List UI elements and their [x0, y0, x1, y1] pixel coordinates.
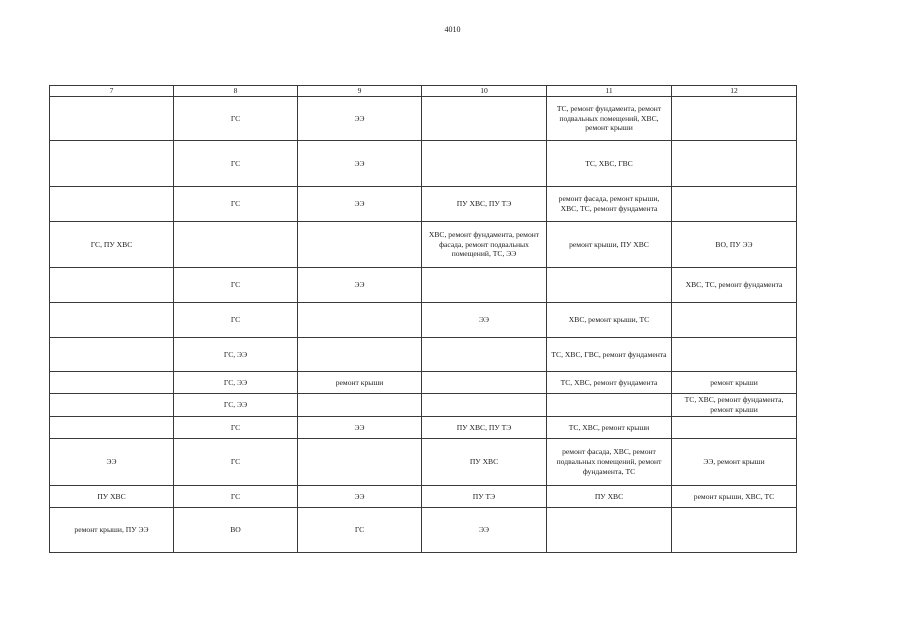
table-cell: [50, 338, 174, 372]
table-row: [50, 508, 797, 553]
table-cell: ТС, ХВС, ремонт фундамента: [547, 372, 672, 394]
table-cell: [50, 97, 174, 141]
table-cell: [50, 394, 174, 417]
table-row: [50, 303, 797, 338]
table-cell: ЭЭ: [298, 187, 422, 222]
table-row: [50, 417, 797, 439]
table-cell: [672, 417, 797, 439]
table-cell: ТС, ХВС, ремонт фундамента, ремонт крыши: [672, 394, 797, 417]
table-cell: ПУ ХВС: [50, 486, 174, 508]
table-cell: ГС: [174, 303, 298, 338]
table-row: [50, 187, 797, 222]
table-cell: ГС: [174, 439, 298, 486]
column-header: 7: [50, 86, 174, 97]
table-cell: ЭЭ: [298, 417, 422, 439]
table-cell: ГС, ЭЭ: [174, 372, 298, 394]
table-cell: ремонт крыши: [298, 372, 422, 394]
table-cell: [50, 141, 174, 187]
column-header: 10: [422, 86, 547, 97]
table-cell: [547, 394, 672, 417]
table-cell: [672, 303, 797, 338]
table-row: [50, 439, 797, 486]
table-cell: ЭЭ: [50, 439, 174, 486]
table-cell: ТС, ремонт фундамента, ремонт подвальных помещений, ХВС, ремонт крыши: [547, 97, 672, 141]
table-cell: ГС: [174, 141, 298, 187]
table-cell: [298, 338, 422, 372]
table-cell: ТС, ХВС, ГВС, ремонт фундамента: [547, 338, 672, 372]
table-cell: [422, 268, 547, 303]
table-cell: ТС, ХВС, ремонт крыши: [547, 417, 672, 439]
table-header-row: [50, 86, 797, 97]
table-cell: ЭЭ: [298, 97, 422, 141]
table-cell: ХВС, ремонт крыши, ТС: [547, 303, 672, 338]
table-row: [50, 141, 797, 187]
table-row: [50, 222, 797, 268]
table-cell: ВО, ПУ ЭЭ: [672, 222, 797, 268]
table-cell: [50, 187, 174, 222]
table-row: [50, 486, 797, 508]
table-cell: [298, 222, 422, 268]
table-cell: ГС: [174, 268, 298, 303]
table-cell: ремонт фасада, ХВС, ремонт подвальных помещений, ремонт фундамента, ТС: [547, 439, 672, 486]
column-header: 9: [298, 86, 422, 97]
table-cell: ремонт крыши: [672, 372, 797, 394]
table-cell: [672, 97, 797, 141]
table-cell: [174, 222, 298, 268]
table-cell: [422, 372, 547, 394]
table-cell: ГС, ЭЭ: [174, 394, 298, 417]
table-cell: ГС: [174, 97, 298, 141]
table-cell: ремонт крыши, ПУ ЭЭ: [50, 508, 174, 553]
table-row: [50, 338, 797, 372]
table-cell: [672, 187, 797, 222]
table-cell: ПУ ХВС: [422, 439, 547, 486]
table-cell: [422, 97, 547, 141]
table-row: [50, 268, 797, 303]
table-cell: ПУ ХВС, ПУ ТЭ: [422, 417, 547, 439]
column-header: 8: [174, 86, 298, 97]
table-cell: [298, 439, 422, 486]
table-cell: [50, 268, 174, 303]
table-row: [50, 372, 797, 394]
data-table: [49, 85, 797, 553]
table-cell: [547, 508, 672, 553]
table-cell: [422, 141, 547, 187]
column-header: 12: [672, 86, 797, 97]
table-cell: [298, 303, 422, 338]
table-cell: [50, 372, 174, 394]
table-cell: ЭЭ: [422, 508, 547, 553]
table-row: [50, 394, 797, 417]
table-cell: [298, 394, 422, 417]
table-cell: [547, 268, 672, 303]
table-cell: ПУ ХВС, ПУ ТЭ: [422, 187, 547, 222]
table-cell: ХВС, ТС, ремонт фундамента: [672, 268, 797, 303]
table-cell: ГС: [298, 508, 422, 553]
table-row: [50, 97, 797, 141]
table-cell: ГС, ЭЭ: [174, 338, 298, 372]
table-cell: ремонт крыши, ПУ ХВС: [547, 222, 672, 268]
table-cell: ВО: [174, 508, 298, 553]
table-cell: [50, 303, 174, 338]
table-cell: [422, 394, 547, 417]
table-cell: ремонт фасада, ремонт крыши, ХВС, ТС, ремонт фундамента: [547, 187, 672, 222]
table-cell: ЭЭ: [422, 303, 547, 338]
table-cell: ЭЭ: [298, 141, 422, 187]
table-cell: ЭЭ, ремонт крыши: [672, 439, 797, 486]
table-cell: ГС: [174, 187, 298, 222]
table-cell: ГС, ПУ ХВС: [50, 222, 174, 268]
table-cell: [50, 417, 174, 439]
table-cell: [672, 338, 797, 372]
table-cell: ЭЭ: [298, 268, 422, 303]
table-cell: ЭЭ: [298, 486, 422, 508]
table-cell: ХВС, ремонт фундамента, ремонт фасада, ремонт подвальных помещений, ТС, ЭЭ: [422, 222, 547, 268]
page-number: 4010: [444, 25, 461, 34]
table-cell: ТС, ХВС, ГВС: [547, 141, 672, 187]
table-cell: ПУ ТЭ: [422, 486, 547, 508]
table-cell: [672, 508, 797, 553]
table-cell: [422, 338, 547, 372]
table-cell: [672, 141, 797, 187]
table-cell: ГС: [174, 417, 298, 439]
table-cell: ремонт крыши, ХВС, ТС: [672, 486, 797, 508]
column-header: 11: [547, 86, 672, 97]
table-cell: ПУ ХВС: [547, 486, 672, 508]
table-cell: ГС: [174, 486, 298, 508]
